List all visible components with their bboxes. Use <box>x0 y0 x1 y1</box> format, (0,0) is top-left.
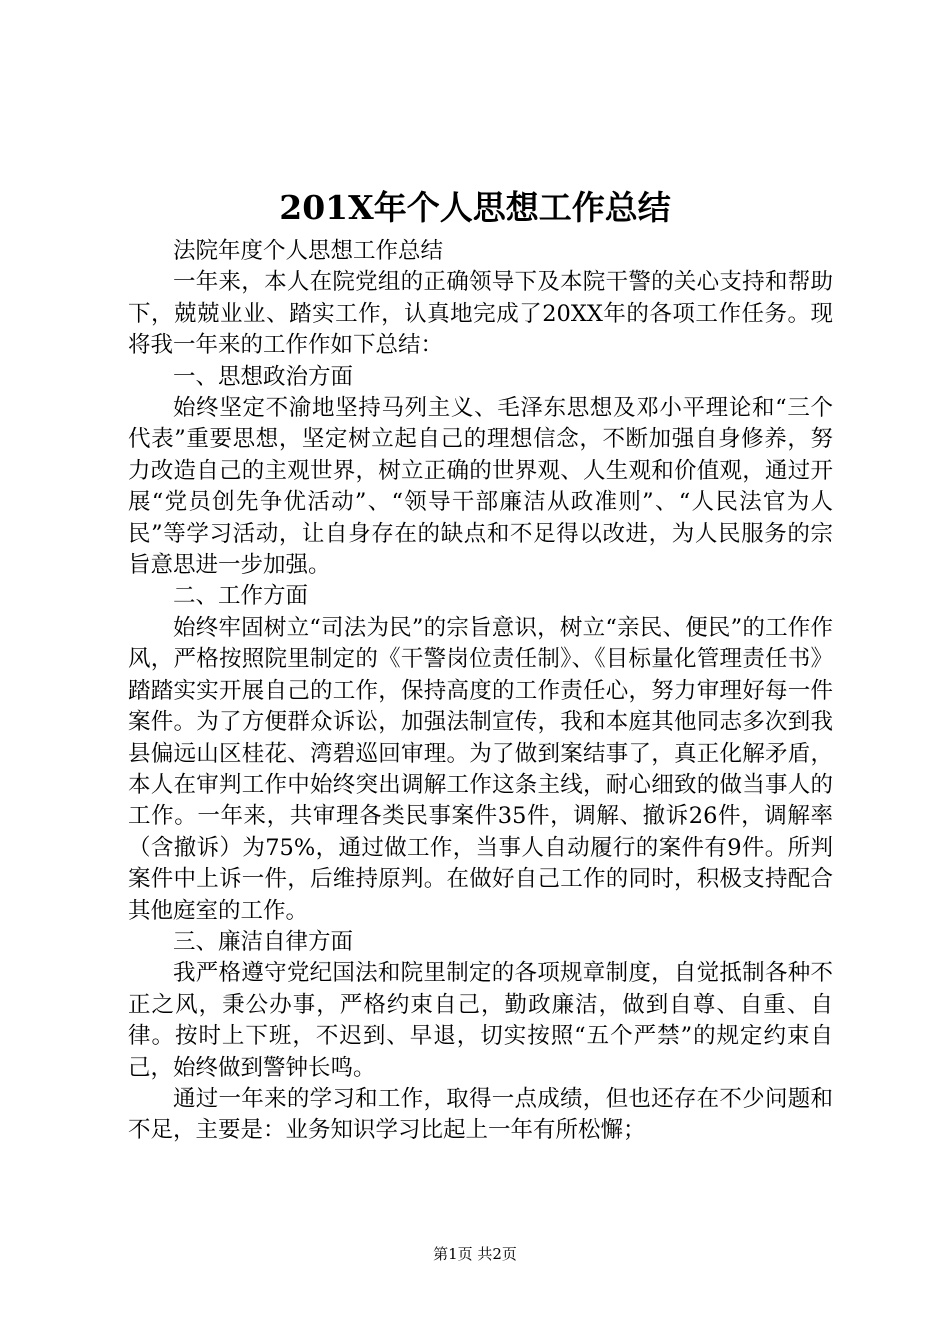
integrity-paragraph: 我严格遵守党纪国法和院里制定的各项规章制度，自觉抵制各种不正之风，秉公办事，严格约束自己，勤政廉洁，做到自尊、自重、自律。按时上下班，不迟到、早退，切实按照“五个严禁”的规定约束自己，始终做到警钟长鸣。 <box>128 960 833 1081</box>
section-heading-ideology: 一、思想政治方面 <box>173 363 354 390</box>
section-heading-work: 二、工作方面 <box>173 583 309 610</box>
document-title: 201X年个人思想工作总结 <box>279 188 671 227</box>
intro-paragraph: 一年来，本人在院党组的正确领导下及本院干警的关心支持和帮助下，兢兢业业、踏实工作，认真地完成了20XX年的各项工作任务。现将我一年来的工作作如下总结： <box>128 269 833 359</box>
ideology-paragraph: 始终坚定不渝地坚持马列主义、毛泽东思想及邓小平理论和“三个代表”重要思想，坚定树立起自己的理想信念，不断加强自身修养，努力改造自己的主观世界，树立正确的世界观、人生观和价值观，通过开展“党员创先争优活动”、“领导干部廉洁从政准则”、“人民法官为人民”等学习活动，让自身存在的缺点和不足得以改进，为人民服务的宗旨意思进一步加强。 <box>128 395 833 579</box>
document-body <box>128 236 833 1147</box>
section-heading-integrity: 三、廉洁自律方面 <box>173 928 354 955</box>
page-footer: 第1页 共2页 <box>433 1245 517 1263</box>
summary-paragraph: 通过一年来的学习和工作，取得一点成绩，但也还存在不少问题和不足，主要是：业务知识学习比起上一年有所松懈； <box>128 1085 833 1144</box>
work-paragraph: 始终牢固树立“司法为民”的宗旨意识，树立“亲民、便民”的工作作风，严格按照院里制定的《干警岗位责任制》、《目标量化管理责任书》踏踏实实开展自己的工作，保持高度的工作责任心，努力审理好每一件案件。为了方便群众诉讼，加强法制宣传，我和本庭其他同志多次到我县偏远山区桂花、湾碧巡回审理。为了做到案结事了，真正化解矛盾，本人在审判工作中始终突出调解工作这条主线，耐心细致的做当事人的工作。一年来，共审理各类民事案件35件，调解、撤诉26件，调解率（含撤诉）为75%，通过做工作，当事人自动履行的案件有9件。所判案件中上诉一件，后维持原判。在做好自己工作的同时，积极支持配合其他庭室的工作。 <box>128 614 833 924</box>
subtitle-paragraph: 法院年度个人思想工作总结 <box>173 238 444 264</box>
